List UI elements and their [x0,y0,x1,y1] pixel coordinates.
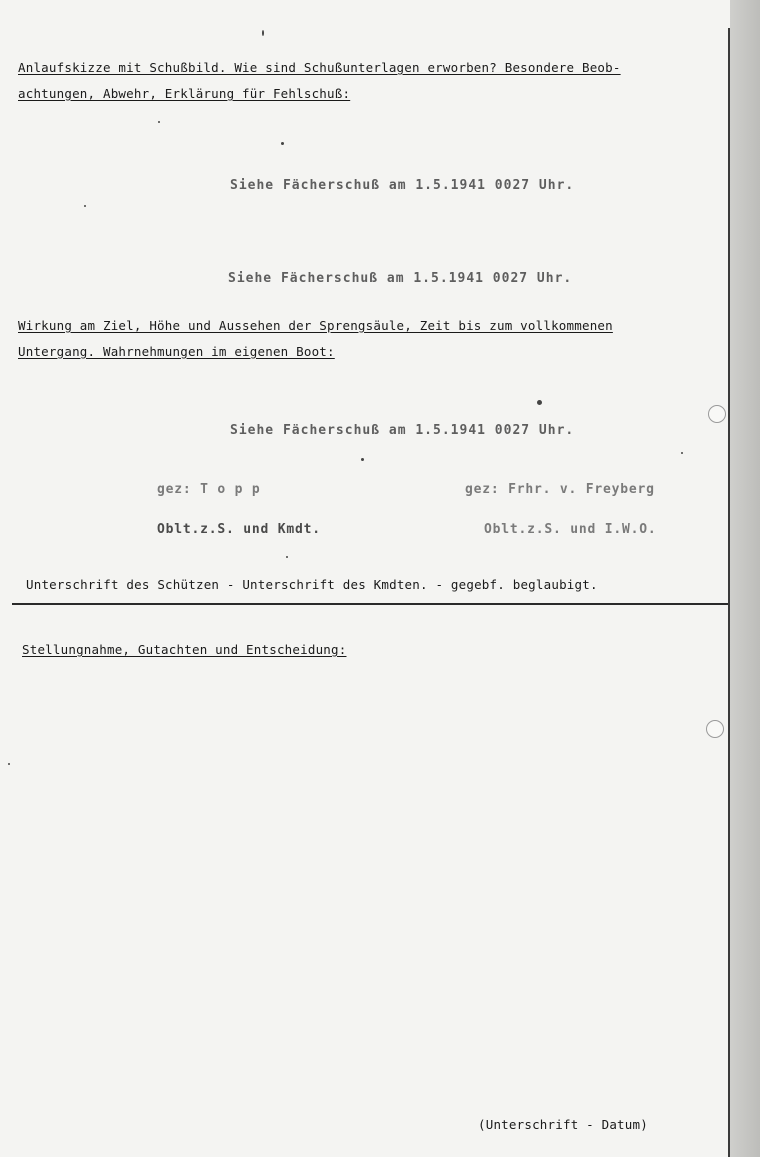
effect-note: Siehe Fächerschuß am 1.5.1941 0027 Uhr. [230,423,575,438]
punch-hole-mark [708,405,726,423]
footer-signature-caption: (Unterschrift - Datum) [478,1117,648,1132]
punch-hole-mark [706,720,724,738]
signature-left-rank: Oblt.z.S. und Kmdt. [157,522,321,537]
signature-right-name: gez: Frhr. v. Freyberg [465,482,655,497]
page-edge-shadow [730,0,760,1157]
approach-note-2: Siehe Fächerschuß am 1.5.1941 0027 Uhr. [228,271,573,286]
signature-caption: Unterschrift des Schützen - Unterschrift des Kmdten. - gegebf. beglaubigt. [26,577,598,592]
scan-speck [361,458,364,461]
scan-speck [158,121,160,123]
signature-right-rank: Oblt.z.S. und I.W.O. [484,522,657,537]
effect-heading-line-2: Untergang. Wahrnehmungen im eigenen Boot: [18,344,335,359]
signature-left-name: gez: T o p p [157,482,261,497]
approach-heading-line-2: achtungen, Abwehr, Erklärung für Fehlschuß: [18,86,351,101]
decision-heading: Stellungnahme, Gutachten und Entscheidung: [22,642,347,657]
effect-heading-line-1: Wirkung am Ziel, Höhe und Aussehen der Sprengsäule, Zeit bis zum vollkommenen [18,318,613,333]
scan-speck [262,30,264,36]
page-right-border [728,28,730,1157]
scan-speck [286,556,288,558]
scan-speck [681,452,683,454]
scan-speck [8,763,10,765]
approach-heading-line-1: Anlaufskizze mit Schußbild. Wie sind Schußunterlagen erworben? Besondere Beob- [18,60,621,75]
section-divider [12,603,728,605]
approach-note-1: Siehe Fächerschuß am 1.5.1941 0027 Uhr. [230,178,575,193]
scan-speck [537,400,542,405]
scan-speck [84,205,86,207]
scan-speck [281,142,284,145]
